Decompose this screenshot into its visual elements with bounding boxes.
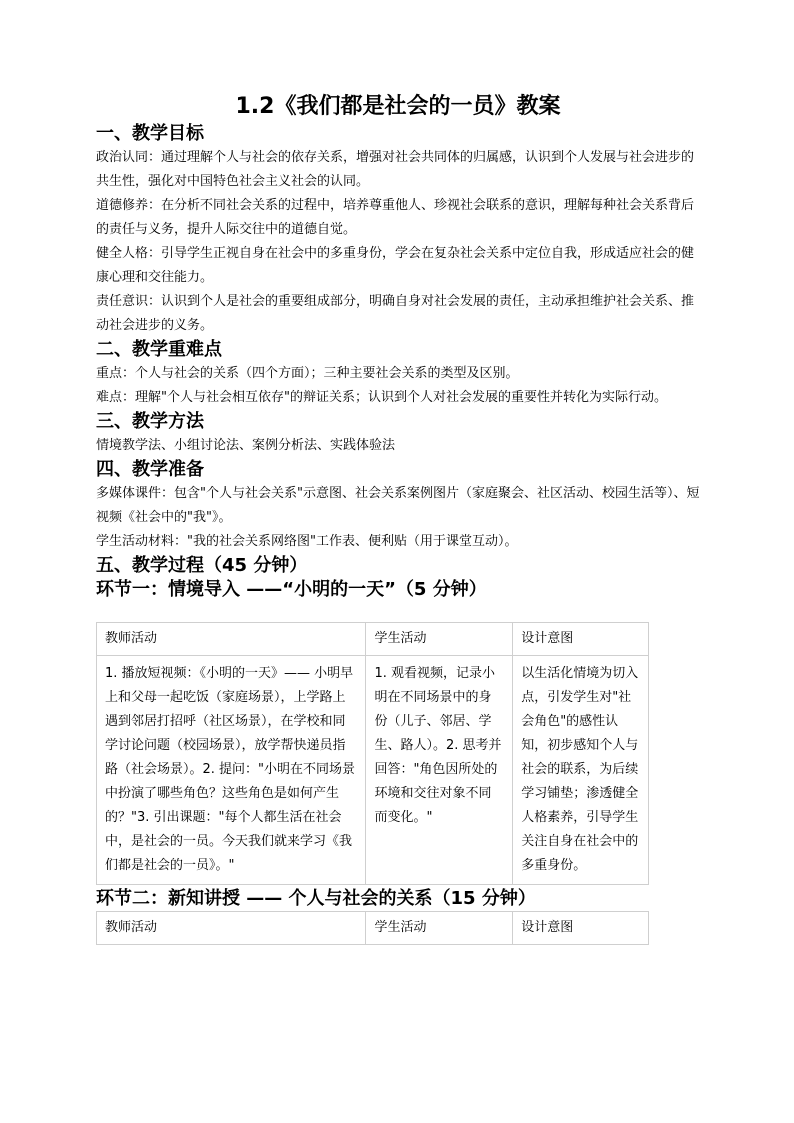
header-teacher-activity: 教师活动 bbox=[97, 623, 366, 656]
objective-paragraph: 政治认同：通过理解个人与社会的依存关系，增强对社会共同体的归属感，认识到个人发展与社会进步的共生性，强化对中国特色社会主义社会的认同。 bbox=[96, 150, 695, 189]
teacher-activity-cell: 1. 播放短视频：《小明的一天》—— 小明早上和父母一起吃饭（家庭场景），上学路上遇到邻居打招呼（社区场景），在学校和同学讨论问题（校园场景），放学帮快递员指路（社会场景）。2. 提问："小明在不同场景中扮演了哪些角色？这些角色是如何产生的？"3. 引出课题："每个人都生活在社会中，是社会的一员。今天我们就来学习《我们都是社会的一员》。" bbox=[97, 656, 366, 885]
step-heading-2: 环节二：新知讲授 —— 个人与社会的关系（15 分钟） bbox=[96, 888, 536, 909]
header-teacher-activity: 教师活动 bbox=[97, 912, 366, 945]
step-heading-1: 环节一：情境导入 ——“小明的一天”（5 分钟） bbox=[96, 579, 487, 600]
methods-paragraph: 情境教学法、小组讨论法、案例分析法、实践体验法 bbox=[96, 438, 396, 453]
objective-paragraph: 健全人格：引导学生正视自身在社会中的多重身份，学会在复杂社会关系中定位自我，形成适应社会的健康心理和交往能力。 bbox=[96, 246, 695, 285]
section-heading-preparation: 四、教学准备 bbox=[96, 459, 204, 480]
objective-paragraph: 道德修养：在分析不同社会关系的过程中，培养尊重他人、珍视社会联系的意识，理解每种社会关系背后的责任与义务，提升人际交往中的道德自觉。 bbox=[96, 198, 695, 237]
student-activity-cell: 1. 观看视频，记录小明在不同场景中的身份（儿子、邻居、学生、路人）。2. 思考并回答："角色因所处的环境和交往对象不同而变化。" bbox=[366, 656, 513, 885]
header-student-activity: 学生活动 bbox=[366, 623, 513, 656]
objective-paragraph: 责任意识：认识到个人是社会的重要组成部分，明确自身对社会发展的责任，主动承担维护社会关系、推动社会进步的义务。 bbox=[96, 294, 695, 333]
table-header-row bbox=[97, 912, 649, 945]
section-heading-key-points: 二、教学重难点 bbox=[96, 339, 222, 360]
section-heading-process: 五、教学过程（45 分钟） bbox=[96, 555, 308, 576]
document-page bbox=[96, 92, 700, 945]
header-design-intent: 设计意图 bbox=[513, 623, 649, 656]
preparation-paragraph: 多媒体课件：包含"个人与社会关系"示意图、社会关系案例图片（家庭聚会、社区活动、校园生活等）、短视频《社会中的"我"》。 bbox=[96, 486, 700, 525]
section-heading-objectives: 一、教学目标 bbox=[96, 123, 204, 144]
header-student-activity: 学生活动 bbox=[366, 912, 513, 945]
section-heading-methods: 三、教学方法 bbox=[96, 411, 204, 432]
table-row bbox=[97, 656, 649, 885]
header-design-intent: 设计意图 bbox=[513, 912, 649, 945]
design-intent-cell: 以生活化情境为切入点，引发学生对"社会角色"的感性认知，初步感知个人与社会的联系，为后续学习铺垫；渗透健全人格素养，引导学生关注自身在社会中的多重身份。 bbox=[513, 656, 649, 885]
preparation-paragraph: 学生活动材料："我的社会关系网络图"工作表、便利贴（用于课堂互动）。 bbox=[96, 534, 518, 549]
difficulty-paragraph: 难点：理解"个人与社会相互依存"的辩证关系；认识到个人对社会发展的重要性并转化为实际行动。 bbox=[96, 390, 667, 405]
table-header-row bbox=[97, 623, 649, 656]
step2-table bbox=[96, 911, 649, 945]
document-title: 1.2《我们都是社会的一员》教案 bbox=[235, 94, 561, 119]
step1-table bbox=[96, 622, 649, 885]
key-point-paragraph: 重点：个人与社会的关系（四个方面）；三种主要社会关系的类型及区别。 bbox=[96, 366, 519, 381]
